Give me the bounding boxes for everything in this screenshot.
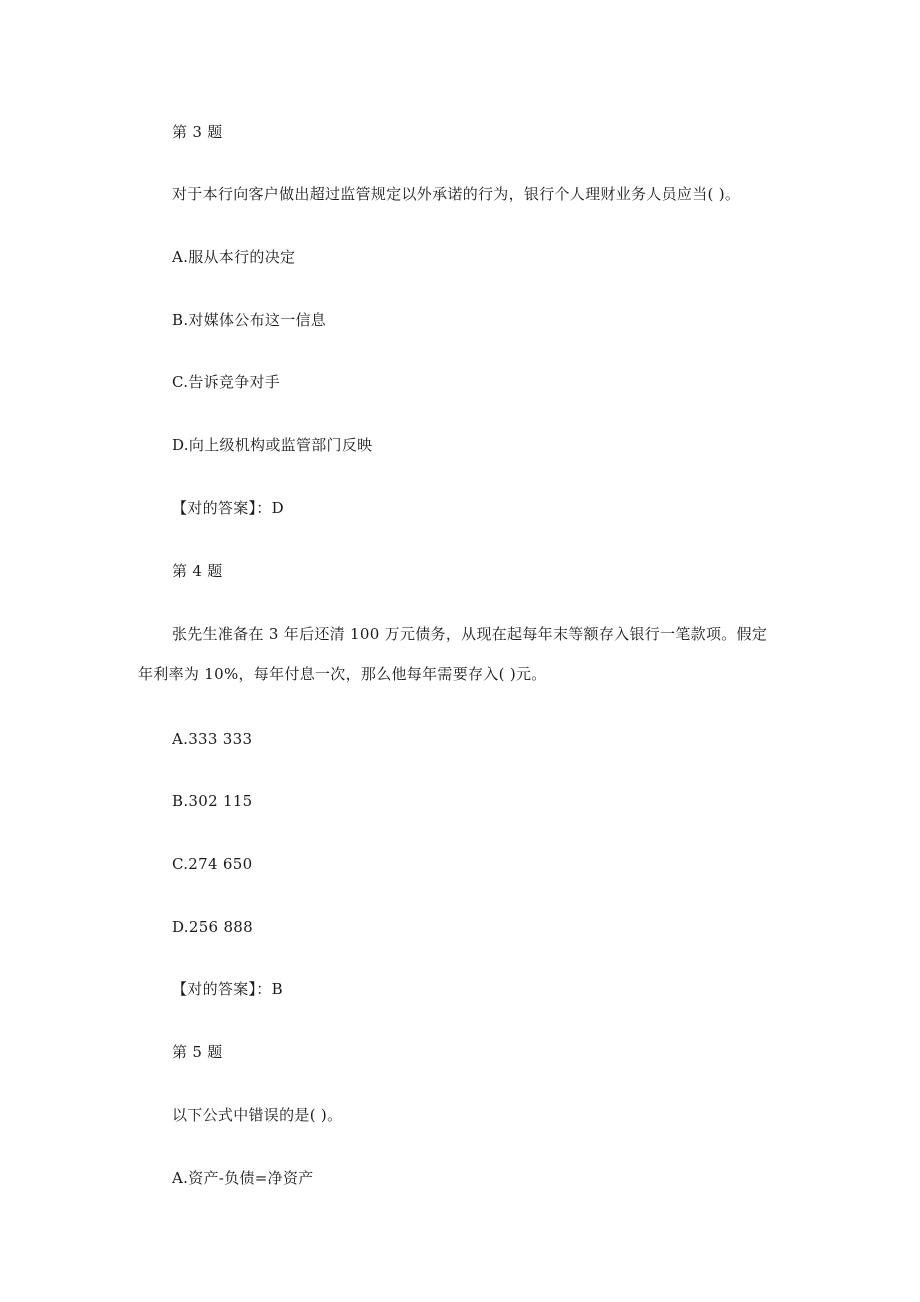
question-stem-line-1: 张先生准备在 3 年后还清 100 万元债务，从现在起每年末等额存入银行一笔款项。假定	[172, 625, 768, 643]
question-heading: 第 3 题	[172, 123, 223, 141]
answer-line: 【对的答案】：B	[172, 980, 283, 998]
question-stem: 对于本行向客户做出超过监管规定以外承诺的行为，银行个人理财业务人员应当( )。	[172, 185, 741, 203]
option-b: B.对媒体公布这一信息	[172, 311, 327, 329]
option-a: A.服从本行的决定	[172, 248, 296, 266]
option-d: D.256 888	[172, 918, 253, 936]
question-heading: 第 5 题	[172, 1043, 223, 1061]
question-stem-line-2: 年利率为 10%，每年付息一次，那么他每年需要存入( )元。	[138, 665, 547, 683]
option-c: C.告诉竞争对手	[172, 373, 281, 391]
option-a: A.333 333	[172, 730, 253, 748]
option-a: A.资产-负债=净资产	[172, 1169, 314, 1187]
option-b: B.302 115	[172, 792, 253, 810]
option-d: D.向上级机构或监管部门反映	[172, 436, 373, 454]
option-c: C.274 650	[172, 855, 253, 873]
answer-line: 【对的答案】：D	[172, 499, 284, 517]
question-heading: 第 4 题	[172, 562, 223, 580]
question-stem: 以下公式中错误的是( )。	[172, 1106, 343, 1124]
